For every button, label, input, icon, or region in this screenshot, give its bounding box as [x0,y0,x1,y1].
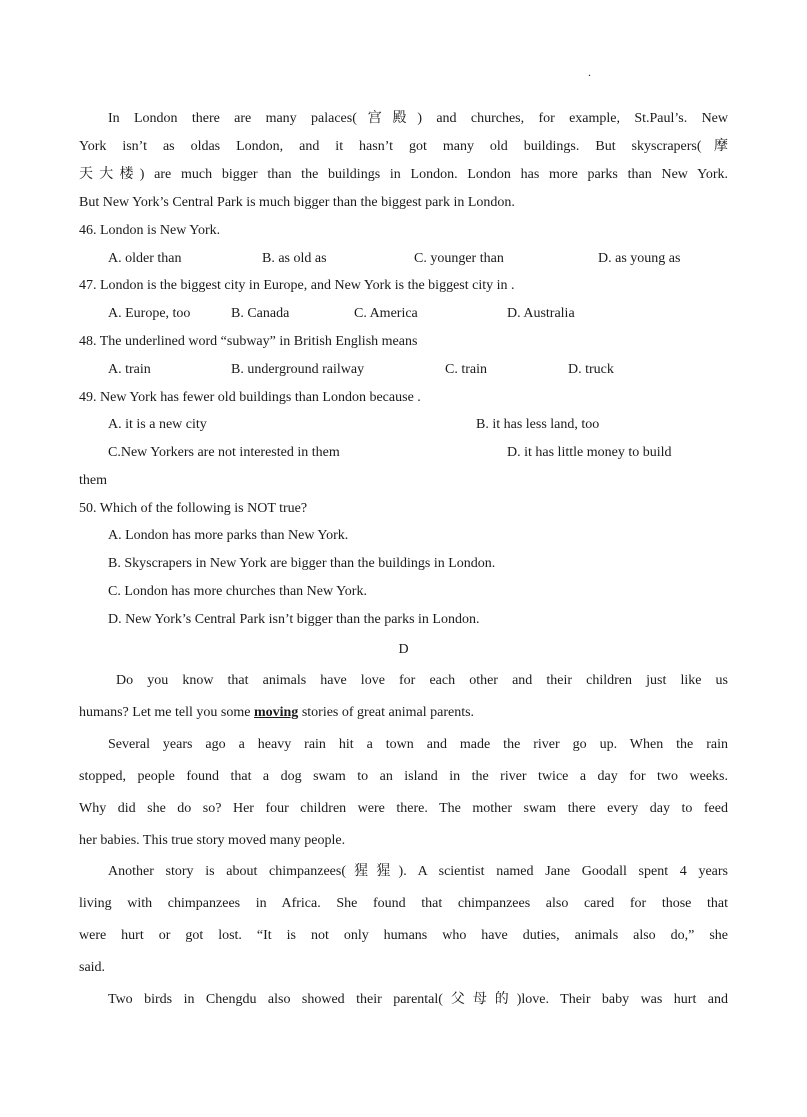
q49-option-c: C.New Yorkers are not interested in them [108,445,340,460]
q46-option-a: A. older than [108,251,182,266]
q48-option-b: B. underground railway [231,362,365,377]
q47-option-c: C. America [354,306,418,321]
q50-option-c: C. London has more churches than New York. [108,584,367,599]
question-47-stem: 47. London is the biggest city in Europe, and New York is the biggest city in . [79,278,515,293]
passage-line: her babies. This true story moved many people. [79,833,346,848]
q46-option-c: C. younger than [414,251,504,266]
question-50-stem: 50. Which of the following is NOT true? [79,501,308,516]
q47-option-b: B. Canada [231,306,290,321]
q50-option-a: A. London has more parks than New York. [108,528,349,543]
q47-option-d: D. Australia [507,306,575,321]
q46-option-d: D. as young as [598,251,681,266]
underlined-word-moving: moving [253,705,299,720]
question-48-stem: 48. The underlined word “subway” in British English means [79,334,418,349]
q49-option-d: D. it has little money to build [507,445,672,460]
passage-line: were hurt or got lost. “It is not only humans who have duties, animals also do,” she [79,928,728,943]
passage-line: stopped, people found that a dog swam to an island in the river twice a day for two weeks. [79,769,728,784]
passage-line: 天大楼) are much bigger than the buildings in London. London has more parks than New York. [79,167,728,182]
passage-line: Two birds in Chengdu also showed their parental(父母的)love. Their baby was hurt and [108,992,728,1007]
q50-option-b: B. Skyscrapers in New York are bigger than the buildings in London. [108,556,496,571]
passage-line: York isn’t as oldas London, and it hasn’t got many old buildings. But skyscrapers(摩 [79,139,728,154]
passage-line: humans? Let me tell you some moving stories of great animal parents. [79,705,475,720]
passage-line: In London there are many palaces(宫殿) and churches, for example, St.Paul’s. New [108,111,728,126]
passage-line: Do you know that animals have love for each other and their children just like us [116,673,728,688]
passage-line: said. [79,960,106,975]
q48-option-a: A. train [108,362,151,377]
passage-line: Several years ago a heavy rain hit a town and made the river go up. When the rain [108,737,728,752]
q49-option-a: A. it is a new city [108,417,207,432]
passage-line: living with chimpanzees in Africa. She found that chimpanzees also cared for those that [79,896,728,911]
q48-option-c: C. train [445,362,487,377]
question-49-stem: 49. New York has fewer old buildings than London because . [79,390,421,405]
passage-line: But New York’s Central Park is much bigger than the biggest park in London. [79,195,515,210]
passage-line: Another story is about chimpanzees(猩猩). A scientist named Jane Goodall spent 4 years [108,864,728,879]
header-dot: . [588,65,591,79]
q49-option-d-continued: them [79,473,107,488]
question-46-stem: 46. London is New York. [79,223,221,238]
q49-option-b: B. it has less land, too [476,417,600,432]
q50-option-d: D. New York’s Central Park isn’t bigger than the parks in London. [108,612,480,627]
q48-option-d: D. truck [568,362,614,377]
q46-option-b: B. as old as [262,251,327,266]
q47-option-a: A. Europe, too [108,306,191,321]
passage-line: Why did she do so? Her four children were there. The mother swam there every day to feed [79,801,728,816]
section-d-title: D [398,642,409,657]
